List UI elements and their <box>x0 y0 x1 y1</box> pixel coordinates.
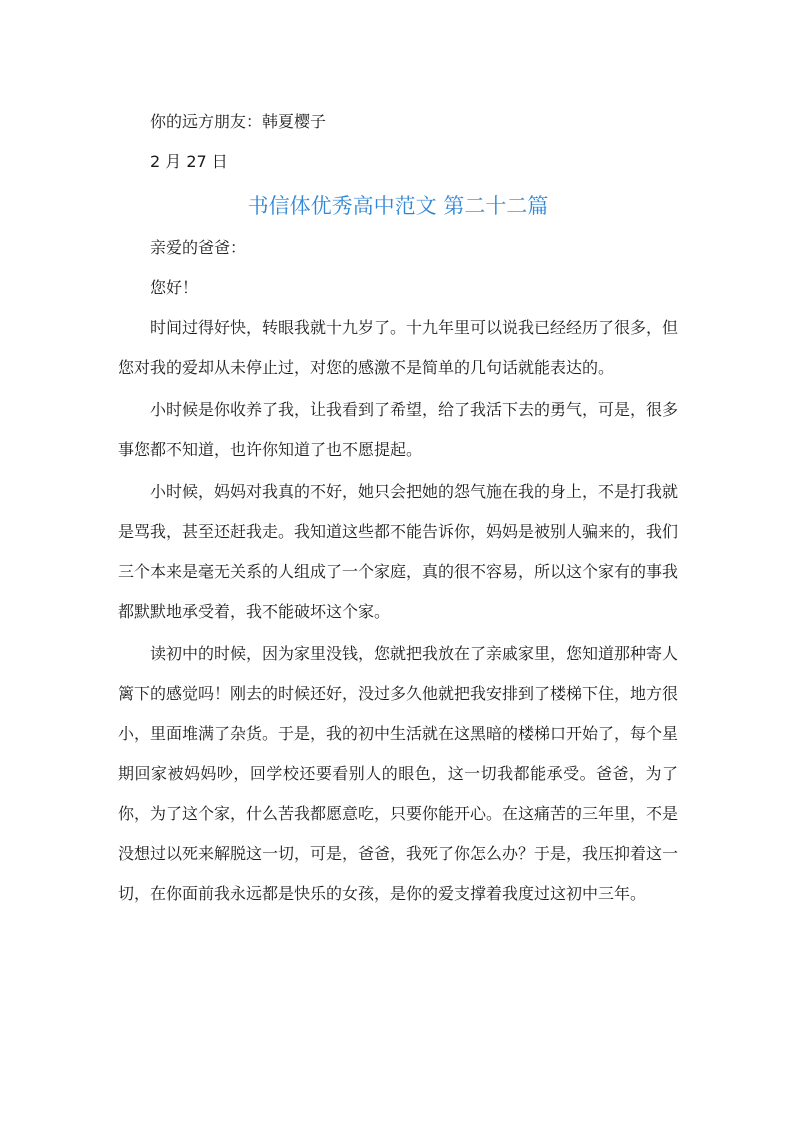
body-paragraph-3: 小时候，妈妈对我真的不好，她只会把她的怨气施在我的身上，不是打我就是骂我，甚至还赶我走。我知道这些都不能告诉你，妈妈是被别人骗来的，我们三个本来是毫无关系的人组成了一个家庭，真的很不容易，所以这个家有的事我都默默地承受着，我不能破坏这个家。 <box>118 482 679 621</box>
article-title: 书信体优秀高中范文 第二十二篇 <box>247 194 549 218</box>
document-content <box>118 102 678 916</box>
letter-signoff-date: 2 月 27 日 <box>150 152 228 171</box>
body-paragraph-1: 时间过得好快，转眼我就十九岁了。十九年里可以说我已经经历了很多，但您对我的爱却从未停止过，对您的感激不是简单的几句话就能表达的。 <box>118 318 679 377</box>
letter-salutation: 亲爱的爸爸： <box>150 238 247 257</box>
letter-signoff-name: 你的远方朋友：韩夏樱子 <box>150 112 327 131</box>
letter-greeting: 您好！ <box>150 278 199 297</box>
body-paragraph-4: 读初中的时候，因为家里没钱，您就把我放在了亲戚家里，您知道那种寄人篱下的感觉吗！刚去的时候还好，没过多久他就把我安排到了楼梯下住，地方很小，里面堆满了杂货。于是，我的初中生活就在这黑暗的楼梯口开始了，每个星期回家被妈妈吵，回学校还要看别人的眼色，这一切我都能承受。爸爸，为了你，为了这个家，什么苦我都愿意吃，只要你能开心。在这痛苦的三年里，不是没想过以死来解脱这一切，可是，爸爸，我死了你怎么办？于是，我压抑着这一切，在你面前我永远都是快乐的女孩，是你的爱支撑着我度过这初中三年。 <box>118 644 679 903</box>
body-paragraph-2: 小时候是你收养了我，让我看到了希望，给了我活下去的勇气，可是，很多事您都不知道，也许你知道了也不愿提起。 <box>118 400 679 459</box>
